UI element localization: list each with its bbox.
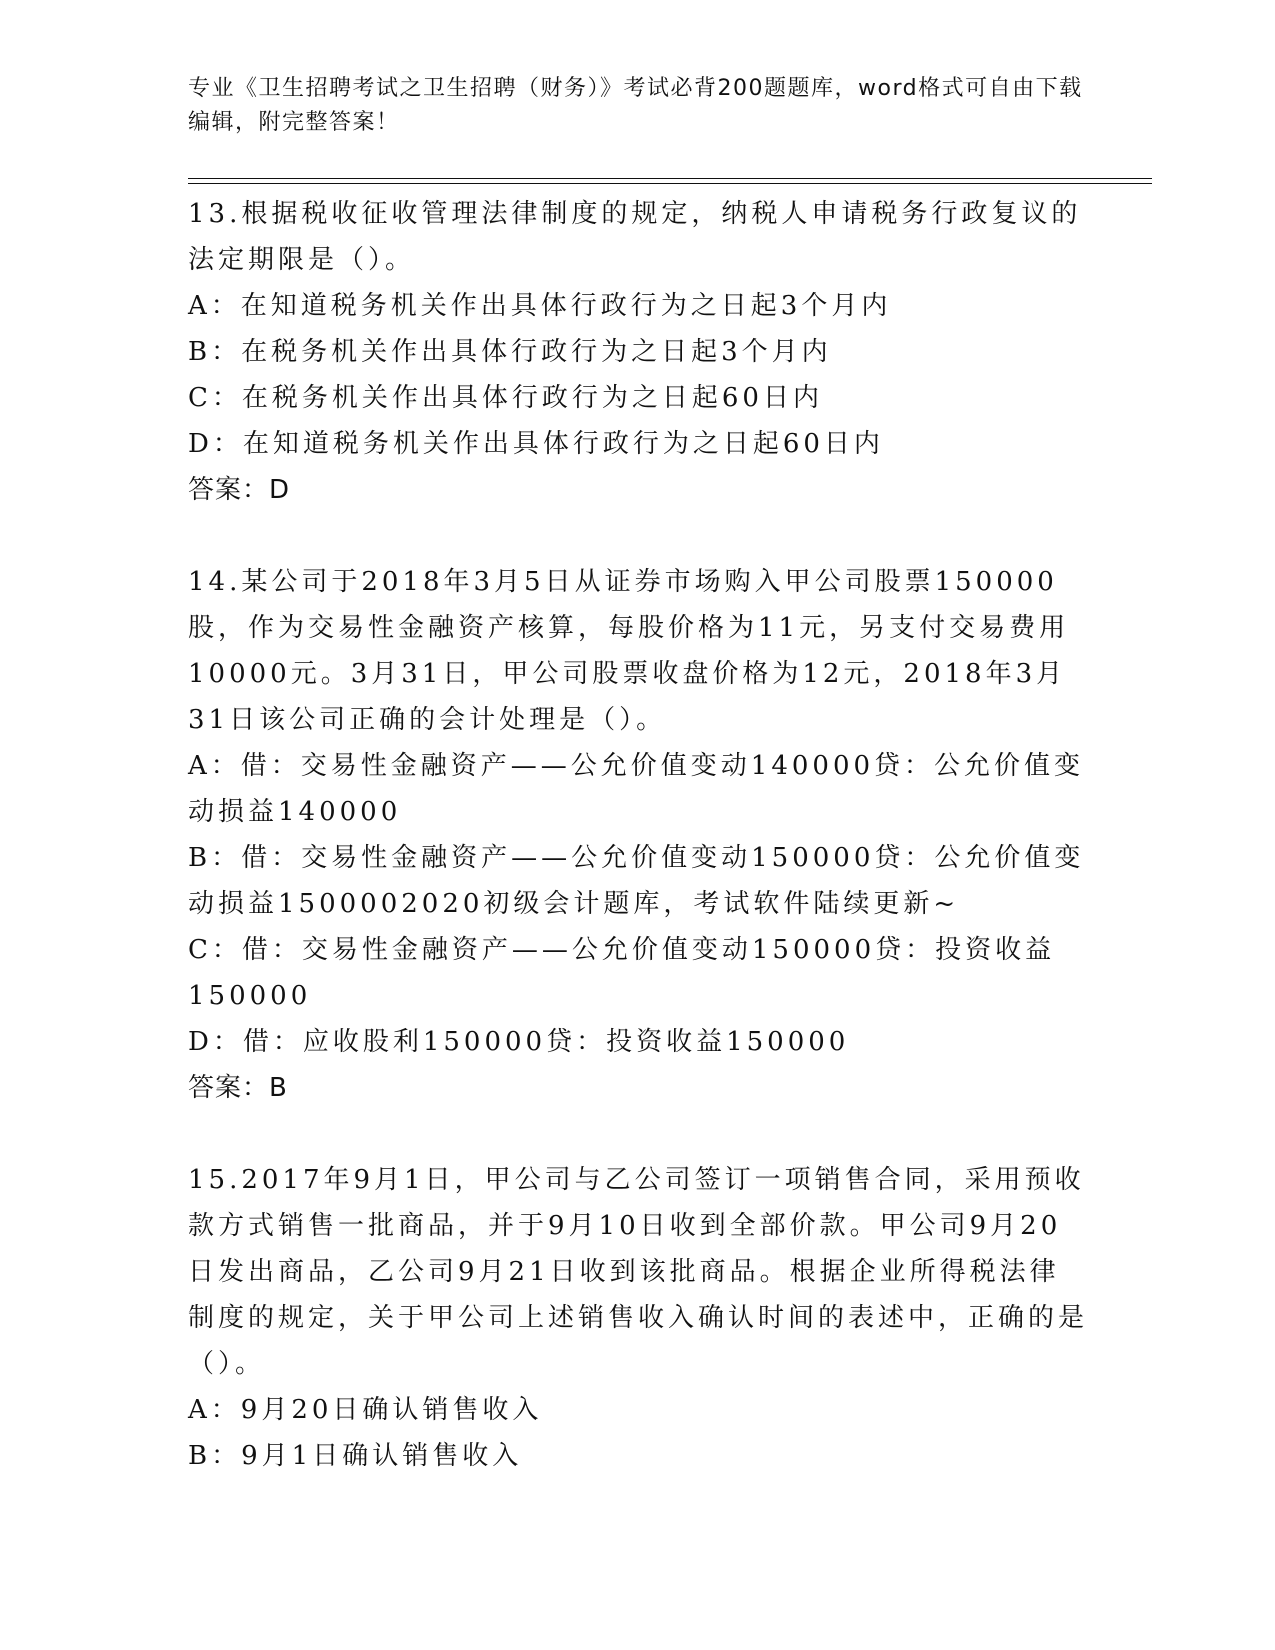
question-text: 14.某公司于2018年3月5日从证券市场购入甲公司股票150000股，作为交易性金融资产核算，每股价格为11元，另支付交易费用10000元。3月31日，甲公司股票收盘价格为12元，2018年3月31日该公司正确的会计处理是（）。 xyxy=(188,567,1070,735)
question-list xyxy=(188,191,1088,1479)
question-13 xyxy=(188,191,1088,513)
header-rule-top xyxy=(188,178,1152,179)
option-b: B：9月1日确认销售收入 xyxy=(188,1441,523,1471)
question-15 xyxy=(188,1157,1088,1479)
document-header: 专业《卫生招聘考试之卫生招聘（财务）》考试必背200题题库，word格式可自由下载编辑，附完整答案！ xyxy=(188,76,1083,135)
option-d: D：借：应收股利150000贷：投资收益150000 xyxy=(188,1027,850,1057)
option-b: B：在税务机关作出具体行政行为之日起3个月内 xyxy=(188,337,832,367)
answer: 答案：D xyxy=(188,475,291,505)
spacer xyxy=(188,513,1088,559)
answer: 答案：B xyxy=(188,1073,288,1103)
question-text: 13.根据税收征收管理法律制度的规定，纳税人申请税务行政复议的法定期限是（）。 xyxy=(188,199,1082,275)
question-14 xyxy=(188,559,1088,1111)
option-a: A：9月20日确认销售收入 xyxy=(188,1395,543,1425)
spacer xyxy=(188,1111,1088,1157)
option-d: D：在知道税务机关作出具体行政行为之日起60日内 xyxy=(188,429,884,459)
question-text: 15.2017年9月1日，甲公司与乙公司签订一项销售合同，采用预收款方式销售一批商品，并于9月10日收到全部价款。甲公司9月20日发出商品，乙公司9月21日收到该批商品。根据企业所得税法律制度的规定，关于甲公司上述销售收入确认时间的表述中，正确的是（）。 xyxy=(188,1165,1089,1379)
option-a: A：借：交易性金融资产——公允价值变动140000贷：公允价值变动损益140000 xyxy=(188,751,1085,827)
option-c: C：借：交易性金融资产——公允价值变动150000贷：投资收益150000 xyxy=(188,935,1056,1011)
header-rule-bottom xyxy=(188,183,1152,184)
option-c: C：在税务机关作出具体行政行为之日起60日内 xyxy=(188,383,823,413)
option-b: B：借：交易性金融资产——公允价值变动150000贷：公允价值变动损益1500002020初级会计题库，考试软件陆续更新~ xyxy=(188,843,1085,919)
option-a: A：在知道税务机关作出具体行政行为之日起3个月内 xyxy=(188,291,892,321)
